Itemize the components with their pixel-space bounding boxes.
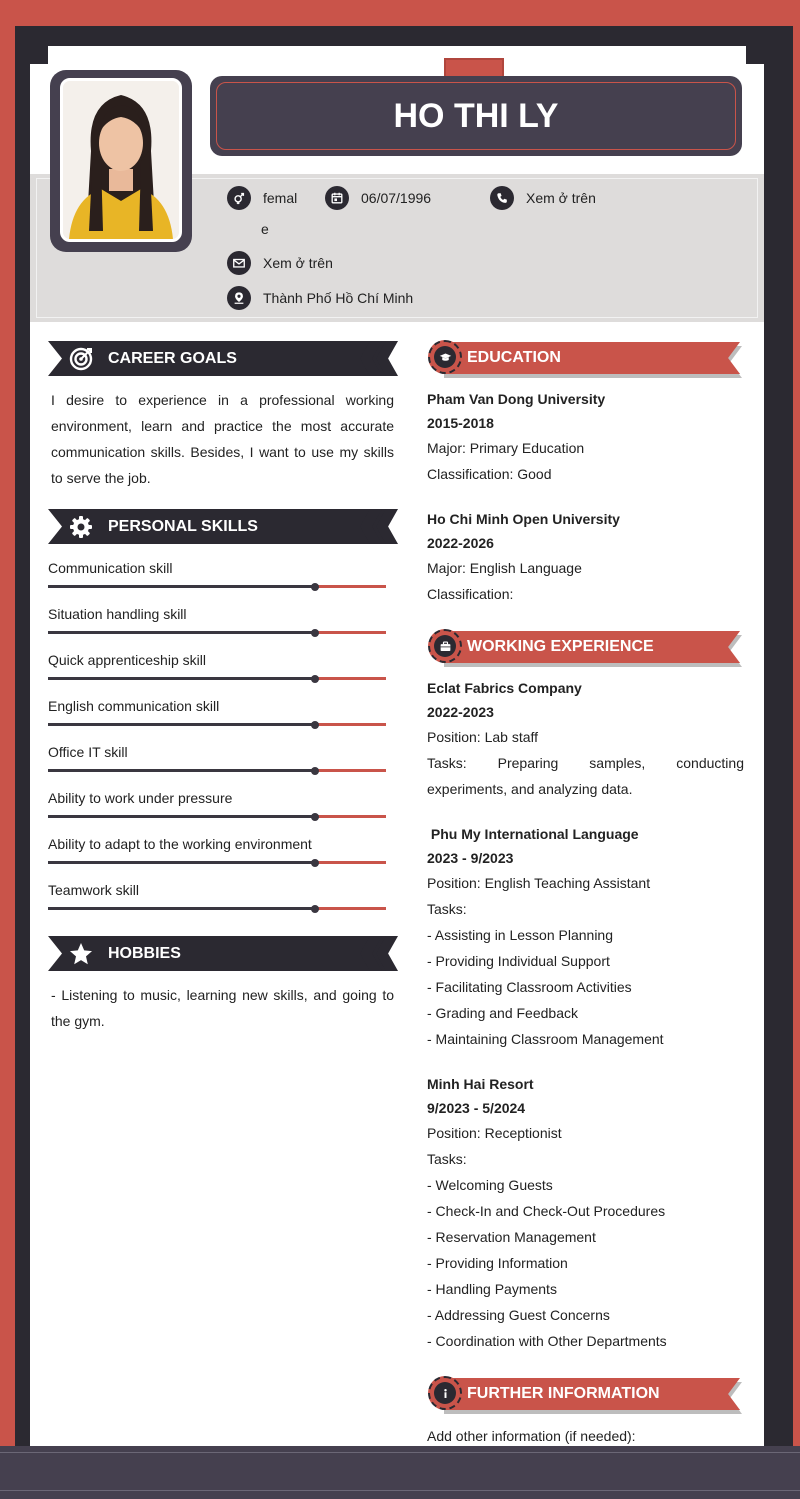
skill-label: Ability to work under pressure xyxy=(48,790,233,806)
header-bar xyxy=(48,936,398,971)
gender-value-wrap: e xyxy=(261,221,269,237)
education-major: Major: Primary Education xyxy=(427,440,585,456)
hobbies-title: HOBBIES xyxy=(108,945,181,962)
footer-bar xyxy=(0,1446,800,1499)
experience-tasks: Tasks: Preparing samples, conducting experiments, and analyzing data. xyxy=(427,755,744,797)
skill-dot xyxy=(311,767,319,775)
experience-tasks-label: Tasks: xyxy=(427,901,467,917)
education-years: 2015-2018 xyxy=(427,415,494,431)
experience-company: Eclat Fabrics Company xyxy=(427,680,582,696)
skill-fill xyxy=(48,769,315,772)
education-major: Major: English Language xyxy=(427,560,582,576)
email-value: Xem ở trên xyxy=(263,255,333,271)
corner-notch-left xyxy=(30,46,48,64)
portrait-photo xyxy=(63,81,179,239)
task-item: - Check-In and Check-Out Procedures xyxy=(427,1203,666,1219)
avatar xyxy=(60,78,182,242)
experience-company: Phu My International Language xyxy=(427,826,639,842)
calendar-icon xyxy=(325,186,349,210)
skill-dot xyxy=(311,859,319,867)
skill-fill xyxy=(48,585,315,588)
skill-dot xyxy=(311,813,319,821)
corner-notch-right xyxy=(746,46,764,64)
skill-fill xyxy=(48,723,315,726)
skill-bar xyxy=(48,861,386,864)
address-value: Thành Phố Hồ Chí Minh xyxy=(263,290,414,306)
task-item: - Providing Information xyxy=(427,1255,568,1271)
skill-dot xyxy=(311,905,319,913)
hobbies-header xyxy=(48,936,398,971)
task-item: - Addressing Guest Concerns xyxy=(427,1307,610,1323)
skill-dot xyxy=(311,675,319,683)
email-info xyxy=(227,251,333,275)
task-item: - Coordination with Other Departments xyxy=(427,1333,667,1349)
experience-company: Minh Hai Resort xyxy=(427,1076,534,1092)
skill-bar xyxy=(48,585,386,588)
task-item: - Welcoming Guests xyxy=(427,1177,553,1193)
career-goals-text: I desire to experience in a professional working environment, learn and practice the most accurate communication skills. Besides, I want to use my skills to serve the job. xyxy=(51,392,394,486)
skill-fill xyxy=(48,907,315,910)
experience-years: 2023 - 9/2023 xyxy=(427,850,514,866)
skill-fill xyxy=(48,631,315,634)
career-goals-header xyxy=(48,341,398,376)
education-school: Pham Van Dong University xyxy=(427,391,606,407)
name-text-wrap xyxy=(210,76,742,156)
skill-bar xyxy=(48,815,386,818)
footer-line xyxy=(0,1490,800,1491)
gender-value: femal xyxy=(263,190,298,206)
skill-label: Communication skill xyxy=(48,560,173,576)
candidate-name: HO THI LY xyxy=(393,96,559,135)
hobbies-text: - Listening to music, learning new skills, and going to the gym. xyxy=(51,987,394,1029)
target-icon xyxy=(68,346,94,372)
further-info-title: FURTHER INFORMATION xyxy=(467,1385,660,1402)
skill-fill xyxy=(48,815,315,818)
further-info-text: Add other information (if needed): xyxy=(427,1428,636,1444)
experience-position: Position: Lab staff xyxy=(427,729,539,745)
star-icon xyxy=(68,941,94,967)
address-info xyxy=(227,286,413,310)
skill-label: Teamwork skill xyxy=(48,882,140,898)
skill-bar xyxy=(48,907,386,910)
task-item: - Handling Payments xyxy=(427,1281,557,1297)
skill-bar xyxy=(48,677,386,680)
skill-dot xyxy=(311,583,319,591)
personal-skills-header xyxy=(48,509,398,544)
dob-info xyxy=(325,186,431,210)
task-item: - Facilitating Classroom Activities xyxy=(427,979,632,995)
gear-icon xyxy=(68,514,94,540)
experience-header xyxy=(428,627,740,667)
experience-years: 2022-2023 xyxy=(427,704,494,720)
phone-info xyxy=(490,186,596,210)
skill-label: Ability to adapt to the working environment xyxy=(48,836,312,852)
skill-label: English communication skill xyxy=(48,698,220,714)
education-classification: Classification: xyxy=(427,586,514,602)
experience-years: 9/2023 - 5/2024 xyxy=(427,1100,526,1116)
career-goals-title: CAREER GOALS xyxy=(108,350,237,367)
education-school: Ho Chi Minh Open University xyxy=(427,511,620,527)
info-icon xyxy=(434,1382,456,1404)
location-icon xyxy=(227,286,251,310)
skill-dot xyxy=(311,721,319,729)
dob-value: 06/07/1996 xyxy=(361,190,432,206)
experience-position: Position: English Teaching Assistant xyxy=(427,875,651,891)
skill-label: Office IT skill xyxy=(48,744,128,760)
skill-bar xyxy=(48,723,386,726)
personal-skills-title: PERSONAL SKILLS xyxy=(108,518,258,535)
footer-line xyxy=(0,1452,800,1453)
task-item: - Reservation Management xyxy=(427,1229,596,1245)
task-item: - Maintaining Classroom Management xyxy=(427,1031,664,1047)
further-info-header xyxy=(428,1374,740,1414)
task-item: - Assisting in Lesson Planning xyxy=(427,927,613,943)
skill-dot xyxy=(311,629,319,637)
task-item: - Grading and Feedback xyxy=(427,1005,578,1021)
experience-title: WORKING EXPERIENCE xyxy=(467,638,654,655)
skill-fill xyxy=(48,861,315,864)
graduation-cap-icon xyxy=(434,346,456,368)
education-title: EDUCATION xyxy=(467,349,561,366)
experience-tasks-label: Tasks: xyxy=(427,1151,467,1167)
education-years: 2022-2026 xyxy=(427,535,494,551)
task-item: - Providing Individual Support xyxy=(427,953,610,969)
skill-bar xyxy=(48,769,386,772)
mail-icon xyxy=(227,251,251,275)
gender-info xyxy=(227,186,297,210)
skill-fill xyxy=(48,677,315,680)
gender-icon xyxy=(227,186,251,210)
phone-icon xyxy=(490,186,514,210)
education-header xyxy=(428,338,740,378)
phone-value: Xem ở trên xyxy=(526,190,596,206)
experience-position: Position: Receptionist xyxy=(427,1125,562,1141)
education-classification: Classification: Good xyxy=(427,466,552,482)
skill-bar xyxy=(48,631,386,634)
skill-label: Quick apprenticeship skill xyxy=(48,652,206,668)
skill-label: Situation handling skill xyxy=(48,606,187,622)
briefcase-icon xyxy=(434,635,456,657)
